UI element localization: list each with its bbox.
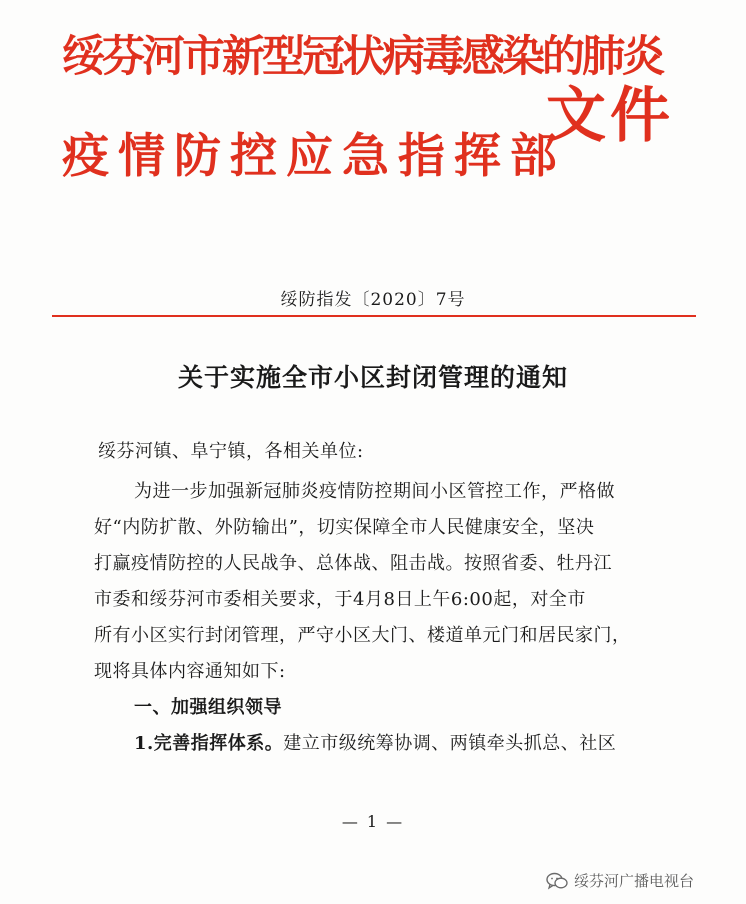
notice-title: 关于实施全市小区封闭管理的通知: [177, 363, 568, 392]
paragraph-line: 为进一步加强新冠肺炎疫情防控期间小区管控工作，严格做: [134, 481, 615, 502]
wechat-icon: [546, 872, 568, 890]
list-item-label: 1.完善指挥体系。: [134, 733, 284, 754]
page-number: — 1 —: [341, 812, 405, 831]
source-watermark: [546, 870, 694, 891]
addressee: 绥芬河镇、阜宁镇，各相关单位:: [98, 441, 364, 462]
paragraph-line: 好“内防扩散、外防输出”，切实保障全市人民健康安全，坚决: [94, 517, 595, 538]
list-item: [134, 729, 616, 755]
issuer-line-1: 绥芬河市新型冠状病毒感染的肺炎: [62, 32, 662, 82]
section-heading: 一、加强组织领导: [134, 697, 282, 718]
document-type-label: 文件: [546, 81, 674, 151]
list-item-text: 建立市级统筹协调、两镇牵头抓总、社区: [283, 733, 617, 754]
red-divider-line: [52, 315, 696, 317]
document-number: 绥防指发〔2020〕7号: [280, 290, 466, 310]
paragraph-line: 现将具体内容通知如下:: [94, 661, 286, 682]
watermark-text: 绥芬河广播电视台: [574, 872, 695, 890]
issuer-line-2: 疫情防控应急指挥部: [62, 129, 566, 184]
paragraph-line: 市委和绥芬河市委相关要求，于4月8日上午6:00起，对全市: [94, 589, 586, 610]
paragraph-line: 所有小区实行封闭管理，严守小区大门、楼道单元门和居民家门，: [94, 625, 631, 646]
paragraph-line: 打赢疫情防控的人民战争、总体战、阻击战。按照省委、牡丹江: [94, 553, 612, 574]
